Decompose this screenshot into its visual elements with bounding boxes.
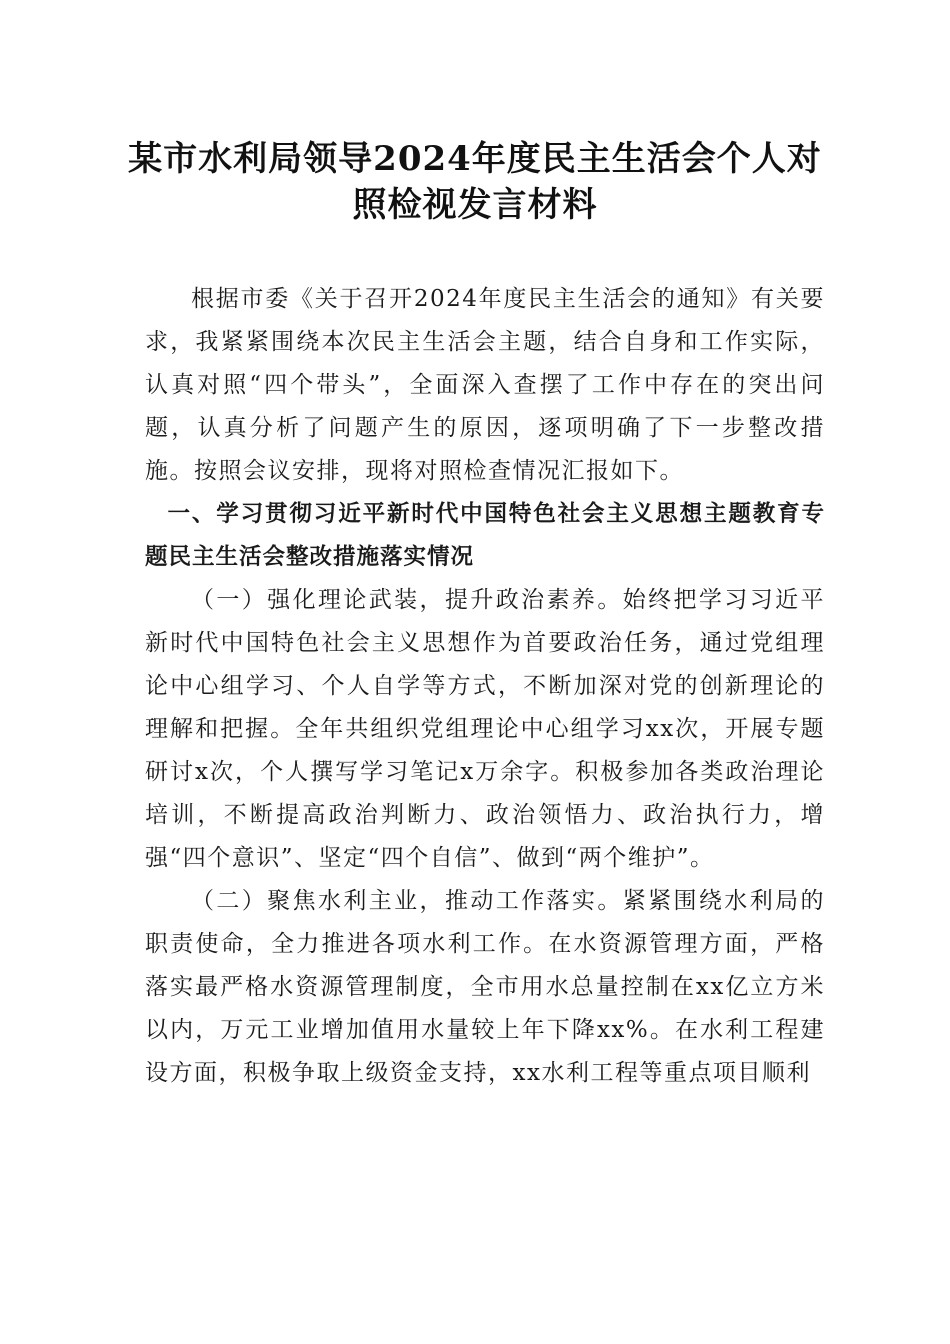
title-line-1: 某市水利局领导2024年度民主生活会个人对 [128, 139, 822, 179]
document-body [145, 278, 825, 1095]
document-title [100, 136, 850, 228]
intro-paragraph: 根据市委《关于召开2024年度民主生活会的通知》有关要求，我紧紧围绕本次民主生活会主题，结合自身和工作实际，认真对照“四个带头”，全面深入查摆了工作中存在的突出问题，认真分析了问题产生的原因，逐项明确了下一步整改措施。按照会议安排，现将对照检查情况汇报如下。 [145, 286, 825, 484]
section-heading-1: 一、学习贯彻习近平新时代中国特色社会主义思想主题教育专题民主生活会整改措施落实情况 [145, 501, 825, 570]
title-line-2: 照检视发言材料 [352, 185, 598, 225]
subsection-paragraph-2: （二）聚焦水利主业，推动工作落实。紧紧围绕水利局的职责使命，全力推进各项水利工作。在水资源管理方面，严格落实最严格水资源管理制度，全市用水总量控制在xx亿立方米以内，万元工业增加值用水量较上年下降xx%。在水利工程建设方面，积极争取上级资金支持，xx水利工程等重点项目顺利 [145, 888, 825, 1086]
subsection-paragraph-1: （一）强化理论武装，提升政治素养。始终把学习习近平新时代中国特色社会主义思想作为首要政治任务，通过党组理论中心组学习、个人自学等方式，不断加深对党的创新理论的理解和把握。全年共组织党组理论中心组学习xx次，开展专题研讨x次，个人撰写学习笔记x万余字。积极参加各类政治理论培训，不断提高政治判断力、政治领悟力、政治执行力，增强“四个意识”、坚定“四个自信”、做到“两个维护”。 [145, 587, 825, 871]
